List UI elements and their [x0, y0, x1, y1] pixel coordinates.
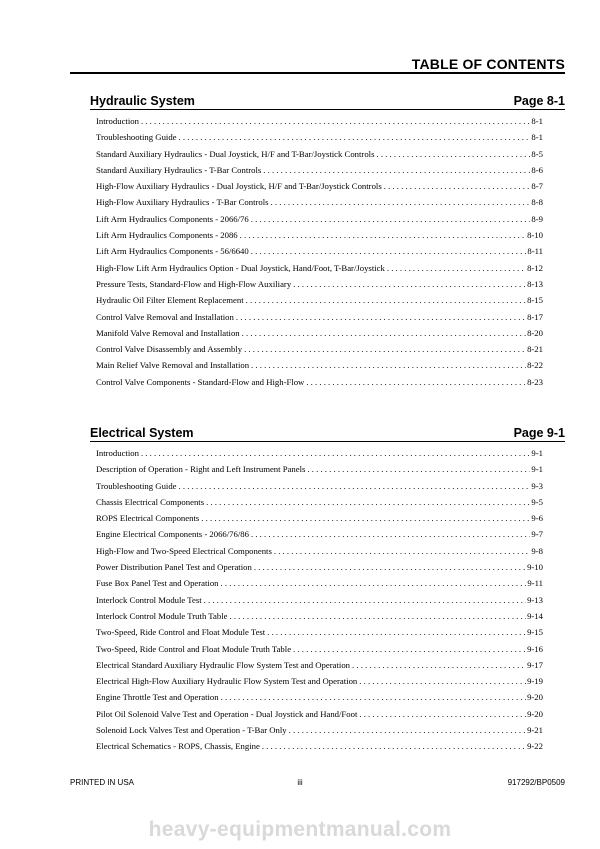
- toc-leader-dots: [251, 360, 526, 370]
- toc-entry-title: Fuse Box Panel Test and Operation: [96, 578, 219, 589]
- toc-entry[interactable]: [96, 692, 543, 708]
- toc-entry[interactable]: [96, 497, 543, 513]
- toc-leader-dots: [141, 116, 530, 126]
- toc-leader-dots: [244, 344, 526, 354]
- toc-entry-title: Engine Electrical Components - 2066/76/86: [96, 529, 249, 540]
- toc-entry[interactable]: [96, 448, 543, 464]
- toc-leader-dots: [221, 692, 526, 702]
- toc-entry-title: Control Valve Components - Standard-Flow and High-Flow: [96, 376, 305, 387]
- toc-entry[interactable]: [96, 149, 543, 165]
- toc-entry-title: Lift Arm Hydraulics Components - 2086: [96, 230, 238, 241]
- toc-entry-page: 8-11: [527, 246, 543, 257]
- toc-entry[interactable]: [96, 611, 543, 627]
- footer-printed: PRINTED IN USA: [70, 778, 135, 787]
- toc-entry[interactable]: [96, 165, 543, 181]
- toc-entry-page: 9-19: [527, 676, 543, 687]
- toc-leader-dots: [179, 481, 531, 491]
- toc-leader-dots: [201, 513, 530, 523]
- toc-entry-title: Electrical Schematics - ROPS, Chassis, Engine: [96, 741, 260, 752]
- section-rule: [90, 109, 565, 110]
- toc-leader-dots: [376, 149, 530, 159]
- toc-entry-page: 8-17: [527, 311, 543, 322]
- toc-entry[interactable]: [96, 513, 543, 529]
- toc-leader-dots: [289, 725, 526, 735]
- toc-leader-dots: [246, 295, 526, 305]
- toc-entry-page: 9-22: [527, 741, 543, 752]
- toc-entry[interactable]: [96, 595, 543, 611]
- toc-entry-title: Pressure Tests, Standard-Flow and High-Flow Auxiliary: [96, 278, 292, 289]
- toc-entry[interactable]: [96, 360, 543, 376]
- toc-entry-page: 9-16: [527, 643, 543, 654]
- toc-entry[interactable]: [96, 660, 543, 676]
- toc-entry-page: 9-17: [527, 659, 543, 670]
- toc-entry-page: 9-20: [527, 692, 543, 703]
- toc-leader-dots: [251, 214, 531, 224]
- toc-entry-title: Control Valve Removal and Installation: [96, 311, 234, 322]
- toc-leader-dots: [251, 529, 530, 539]
- section-header: [90, 422, 565, 440]
- section-title: Electrical System: [90, 426, 194, 440]
- toc-entry-title: High-Flow Lift Arm Hydraulics Option - Dual Joystick, Hand/Foot, T-Bar/Joystick: [96, 262, 385, 273]
- toc-leader-dots: [204, 595, 526, 605]
- toc-entry[interactable]: [96, 481, 543, 497]
- toc-leader-dots: [206, 497, 530, 507]
- toc-entry-page: 8-13: [527, 278, 543, 289]
- toc-entry[interactable]: [96, 464, 543, 480]
- footer-doc-id: 917292/BP0509: [507, 778, 565, 787]
- toc-entry-page: 9-1: [531, 448, 543, 458]
- toc-entry[interactable]: [96, 246, 543, 262]
- section-hydraulic-system: [90, 90, 565, 393]
- toc-entry[interactable]: [96, 627, 543, 643]
- toc-entry[interactable]: [96, 578, 543, 594]
- toc-entry[interactable]: [96, 328, 543, 344]
- toc-entry[interactable]: [96, 725, 543, 741]
- toc-leader-dots: [293, 644, 526, 654]
- toc-entry-page: 9-8: [531, 545, 543, 556]
- toc-entry-page: 8-1: [531, 116, 543, 126]
- toc-entry-title: Electrical Standard Auxiliary Hydraulic Flow System Test and Operation: [96, 659, 351, 670]
- toc-list: [96, 116, 543, 393]
- toc-entry-title: Troubleshooting Guide: [96, 480, 177, 491]
- toc-leader-dots: [240, 230, 526, 240]
- toc-leader-dots: [384, 181, 531, 191]
- toc-entry-title: Introduction: [96, 448, 139, 458]
- toc-entry-page: 8-8: [531, 197, 543, 208]
- toc-entry[interactable]: [96, 312, 543, 328]
- toc-entry-title: Chassis Electrical Components: [96, 496, 205, 507]
- toc-leader-dots: [141, 448, 530, 458]
- toc-leader-dots: [267, 627, 526, 637]
- toc-entry-title: Hydraulic Oil Filter Element Replacement: [96, 295, 244, 306]
- toc-entry-page: 9-7: [531, 529, 543, 540]
- toc-entry-page: 9-15: [527, 627, 543, 638]
- title-rule: [70, 72, 565, 74]
- toc-leader-dots: [236, 312, 526, 322]
- toc-entry-title: Standard Auxiliary Hydraulics - T-Bar Controls: [96, 164, 262, 175]
- toc-leader-dots: [251, 246, 527, 256]
- toc-leader-dots: [274, 546, 531, 556]
- toc-leader-dots: [293, 279, 526, 289]
- toc-leader-dots: [387, 263, 526, 273]
- toc-entry-title: Power Distribution Panel Test and Operation: [96, 562, 252, 573]
- toc-entry-page: 9-3: [531, 480, 543, 491]
- section-page: Page 8-1: [513, 94, 565, 108]
- toc-entry-title: Electrical High-Flow Auxiliary Hydraulic Flow System Test and Operation: [96, 676, 358, 687]
- toc-entry-title: Two-Speed, Ride Control and Float Module Truth Table: [96, 643, 292, 654]
- toc-entry-title: Lift Arm Hydraulics Components - 56/6640: [96, 246, 249, 257]
- toc-entry-title: High-Flow Auxiliary Hydraulics - Dual Joystick, H/F and T-Bar/Joystick Controls: [96, 181, 382, 192]
- toc-entry-page: 9-14: [527, 610, 543, 621]
- toc-entry-title: Solenoid Lock Valves Test and Operation - T-Bar Only: [96, 725, 287, 736]
- toc-entry-page: 9-20: [527, 708, 543, 719]
- toc-leader-dots: [263, 165, 530, 175]
- toc-leader-dots: [262, 741, 526, 751]
- toc-entry-page: 8-10: [527, 230, 543, 241]
- toc-entry-title: Main Relief Valve Removal and Installation: [96, 360, 250, 371]
- toc-entry-title: Control Valve Disassembly and Assembly: [96, 344, 243, 355]
- watermark: heavy-equipmentmanual.com: [148, 818, 452, 841]
- toc-leader-dots: [179, 132, 531, 142]
- toc-entry-title: Interlock Control Module Truth Table: [96, 610, 228, 621]
- toc-entry-title: Two-Speed, Ride Control and Float Module Test: [96, 627, 266, 638]
- toc-leader-dots: [221, 578, 527, 588]
- toc-entry-page: 9-11: [527, 578, 543, 589]
- section-title: Hydraulic System: [90, 94, 195, 108]
- toc-entry-title: Interlock Control Module Test: [96, 594, 202, 605]
- toc-entry-page: 8-22: [527, 360, 543, 371]
- toc-entry-page: 9-21: [527, 725, 543, 736]
- toc-entry[interactable]: [96, 230, 543, 246]
- section-rule: [90, 441, 565, 442]
- toc-entry[interactable]: [96, 116, 543, 132]
- toc-entry[interactable]: [96, 377, 543, 393]
- toc-entry-title: High-Flow and Two-Speed Electrical Components: [96, 545, 272, 556]
- toc-entry[interactable]: [96, 295, 543, 311]
- toc-entry[interactable]: [96, 181, 543, 197]
- toc-leader-dots: [254, 562, 526, 572]
- toc-entry-title: Standard Auxiliary Hydraulics - Dual Joystick, H/F and T-Bar/Joystick Controls: [96, 148, 375, 159]
- toc-entry-page: 9-13: [527, 594, 543, 605]
- toc-entry-page: 8-15: [527, 295, 543, 306]
- toc-entry-title: Lift Arm Hydraulics Components - 2066/76: [96, 213, 249, 224]
- toc-list: [96, 448, 543, 758]
- toc-entry-page: 8-5: [531, 148, 543, 159]
- toc-entry-page: 8-12: [527, 262, 543, 273]
- toc-entry-title: Description of Operation - Right and Left Instrument Panels: [96, 464, 306, 475]
- toc-leader-dots: [307, 464, 530, 474]
- toc-entry-page: 8-20: [527, 327, 543, 338]
- toc-entry-title: Manifold Valve Removal and Installation: [96, 327, 240, 338]
- toc-entry[interactable]: [96, 132, 543, 148]
- toc-entry-page: 9-6: [531, 513, 543, 524]
- toc-entry[interactable]: [96, 741, 543, 757]
- toc-entry[interactable]: [96, 709, 543, 725]
- toc-entry-title: Introduction: [96, 116, 139, 126]
- toc-entry-title: Engine Throttle Test and Operation: [96, 692, 219, 703]
- page-title: TABLE OF CONTENTS: [411, 56, 565, 72]
- section-electrical-system: [90, 422, 565, 758]
- toc-entry-page: 9-1: [531, 464, 543, 475]
- toc-entry-page: 8-1: [531, 132, 543, 143]
- toc-entry[interactable]: [96, 344, 543, 360]
- toc-entry-page: 8-7: [531, 181, 543, 192]
- toc-entry-page: 8-9: [531, 213, 543, 224]
- toc-entry[interactable]: [96, 197, 543, 213]
- toc-entry[interactable]: [96, 676, 543, 692]
- toc-entry-page: 8-21: [527, 344, 543, 355]
- section-header: [90, 90, 565, 108]
- toc-entry[interactable]: [96, 279, 543, 295]
- toc-entry[interactable]: [96, 214, 543, 230]
- toc-leader-dots: [229, 611, 526, 621]
- toc-leader-dots: [359, 676, 526, 686]
- toc-entry-title: ROPS Electrical Components: [96, 513, 200, 524]
- section-page: Page 9-1: [513, 426, 565, 440]
- toc-entry-page: 9-5: [531, 496, 543, 507]
- toc-entry[interactable]: [96, 562, 543, 578]
- toc-entry-page: 8-23: [527, 376, 543, 387]
- toc-leader-dots: [352, 660, 526, 670]
- toc-entry[interactable]: [96, 529, 543, 545]
- toc-entry-title: Troubleshooting Guide: [96, 132, 177, 143]
- toc-entry-page: 8-6: [531, 164, 543, 175]
- footer-page-number: iii: [297, 778, 303, 787]
- toc-entry-title: High-Flow Auxiliary Hydraulics - T-Bar Controls: [96, 197, 269, 208]
- toc-entry[interactable]: [96, 546, 543, 562]
- toc-leader-dots: [271, 197, 531, 207]
- toc-leader-dots: [242, 328, 526, 338]
- toc-entry-page: 9-10: [527, 562, 543, 573]
- toc-leader-dots: [306, 377, 526, 387]
- toc-entry[interactable]: [96, 263, 543, 279]
- toc-entry-title: Pilot Oil Solenoid Valve Test and Operation - Dual Joystick and Hand/Foot: [96, 708, 358, 719]
- toc-entry[interactable]: [96, 644, 543, 660]
- toc-leader-dots: [359, 709, 526, 719]
